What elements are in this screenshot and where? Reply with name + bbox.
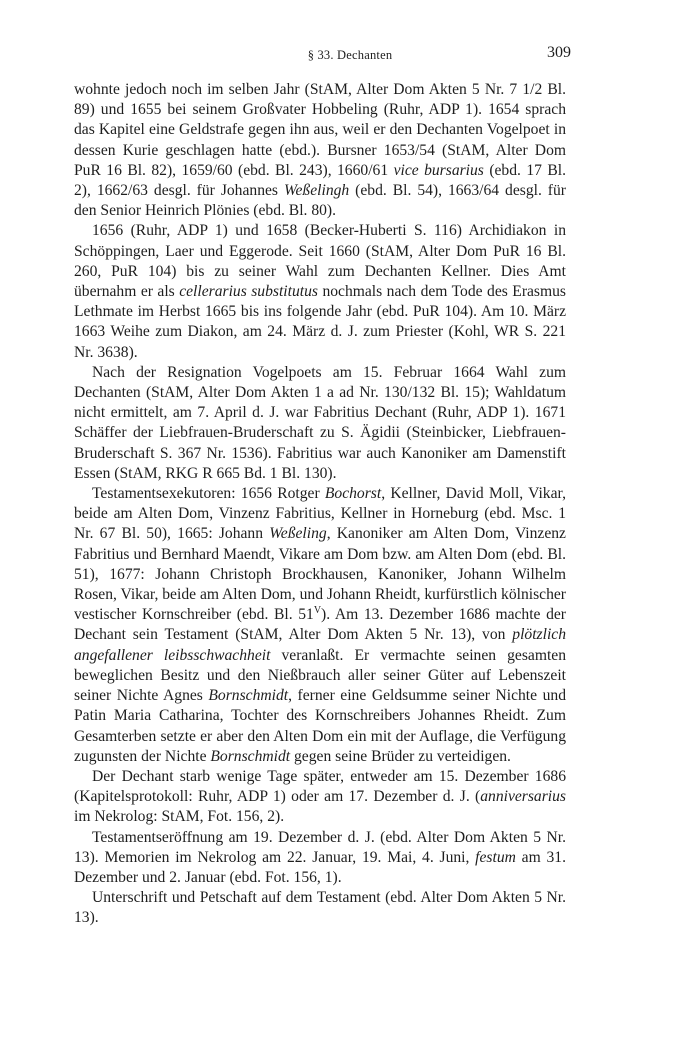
text-run: gegen seine Brüder zu verteidigen. — [290, 747, 511, 765]
paragraph — [74, 888, 566, 928]
italic-term: vice bursarius — [393, 161, 484, 179]
italic-quote: plötzlich angefallener leibsschwachheit — [74, 626, 566, 664]
text-run: Testamentseröffnung am 19. Dezember d. J. (ebd. Alter Dom Akten 5 Nr. 13). Memorien im Nekrolog am 22. Januar, 19. Mai, 4. Juni, — [74, 828, 566, 866]
body-text — [74, 80, 566, 929]
text-run: (ebd. 17 Bl. 2), 1662/63 desgl. für Johannes — [74, 161, 566, 200]
italic-name: Weßeling — [269, 525, 327, 543]
text-run: , ferner eine Geldsumme seiner Nichte und Patin Maria Catharina, Tochter des Kornschreibers Johannes Rheidt. Zum Gesamterben setzte er aber den Alten Dom ein mit der Auflage, die Verfügung zugunsten der Nichte — [74, 687, 566, 765]
page-header — [0, 44, 700, 64]
paragraph — [74, 484, 566, 767]
text-run: 1656 (Ruhr, ADP 1) und 1658 (Becker-Huberti S. 116) Archidiakon in Schöppingen, Laer und Eggerode. Seit 1660 (StAM, Alter Dom PuR 16 Bl. 260, PuR 104) bis zu seiner Wahl zum Dechanten Kellner. Dies Amt übernahm er als — [74, 222, 566, 301]
italic-term: anniversarius — [480, 788, 566, 806]
text-run: Unterschrift und Petschaft auf dem Testament (ebd. Alter Dom Akten 5 Nr. 13). — [74, 889, 566, 927]
text-run: im Nekrolog: StAM, Fot. 156, 2). — [74, 808, 285, 826]
italic-term: festum — [475, 848, 516, 866]
paragraph — [74, 767, 566, 828]
text-run: ). Am 13. Dezember 1686 machte der Dechant sein Testament (StAM, Alter Dom Akten 5 Nr. 13), von — [74, 606, 566, 644]
paragraph — [74, 221, 566, 362]
paragraph — [74, 828, 566, 889]
text-run: am 31. Dezember und 2. Januar (ebd. Fot. 156, 1). — [74, 848, 566, 886]
text-run: nochmals nach dem Tode des Erasmus Lethmate im Herbst 1665 bis ins folgende Jahr (ebd. PuR 104). Am 10. März 1663 Weihe zum Diakon, am 24. März d. J. zum Priester (Kohl, WR S. 221 Nr. 3638). — [74, 283, 566, 361]
italic-name: Bochorst — [324, 485, 382, 503]
text-run: Testamentsexekutoren: 1656 Rotger — [92, 485, 325, 503]
text-run: Der Dechant starb wenige Tage später, entweder am 15. Dezember 1686 (Kapitelsprotokoll: Ruhr, ADP 1) oder am 17. Dezember d. J. ( — [74, 767, 566, 806]
text-run: veranlaßt. Er vermachte seinen gesamten beweglichen Besitz und den Nießbrauch aller seiner Güter auf Lebenszeit seiner Nichte Agnes — [74, 646, 567, 705]
page-number: 309 — [547, 44, 571, 61]
italic-term: cellerarius substitutus — [179, 283, 318, 301]
text-run: Nach der Resignation Vogelpoets am 15. Februar 1664 Wahl zum Dechanten (StAM, Alter Dom Akten 1 a ad Nr. 130/132 Bl. 15); Wahldatum nicht ermittelt, am 7. April d. J. war Fabritius Dechant (Ruhr, ADP 1). 1671 Schäffer der Liebfrauen-Bruderschaft zu S. Ägidii (Steinbicker, Liebfrauen-Bruderschaft S. 367 Nr. 1536). Fabritius war auch Kanoniker am Damenstift Essen (StAM, RKG R 665 Bd. 1 Bl. 130). — [74, 363, 566, 482]
running-head: § 33. Dechanten — [307, 48, 393, 62]
text-run: , Kanoniker am Alten Dom, Vinzenz Fabritius und Bernhard Maendt, Vikare am Dom bzw. am Alten Dom (ebd. Bl. 51), 1677: Johann Christoph Brockhausen, Kanoniker, Johann Wilhelm Rosen, Vikar, beide am Alten Dom, und Johann Rheidt, kurfürstlich kölnischer vestischer Kornschreiber (ebd. Bl. 51 — [74, 525, 566, 624]
text-run: (ebd. Bl. 54), 1663/64 desgl. für den Senior Heinrich Plönies (ebd. Bl. 80). — [74, 182, 566, 220]
paragraph — [74, 363, 566, 484]
italic-name: Weßelingh — [283, 182, 350, 200]
paragraph — [74, 80, 566, 221]
italic-name: Bornschmidt — [208, 687, 289, 705]
superscript: V — [313, 605, 322, 617]
text-run: , Kellner, David Moll, Vikar, beide am Alten Dom, Vinzenz Fabritius, Kellner in Horneburg (ebd. Msc. 1 Nr. 67 Bl. 50), 1665: Johann — [74, 485, 566, 543]
text-run: wohnte jedoch noch im selben Jahr (StAM, Alter Dom Akten 5 Nr. 7 1/2 Bl. 89) und 1655 bei seinem Großvater Hobbeling (Ruhr, ADP 1). 1654 sprach das Kapitel eine Geldstrafe gegen ihn aus, weil er den Dechanten Vogelpoet in dessen Kurie geschlagen hatte (ebd.). Bursner 1653/54 (StAM, Alter Dom PuR 16 Bl. 82), 1659/60 (ebd. Bl. 243), 1660/61 — [74, 81, 566, 179]
italic-name: Bornschmidt — [210, 747, 291, 765]
